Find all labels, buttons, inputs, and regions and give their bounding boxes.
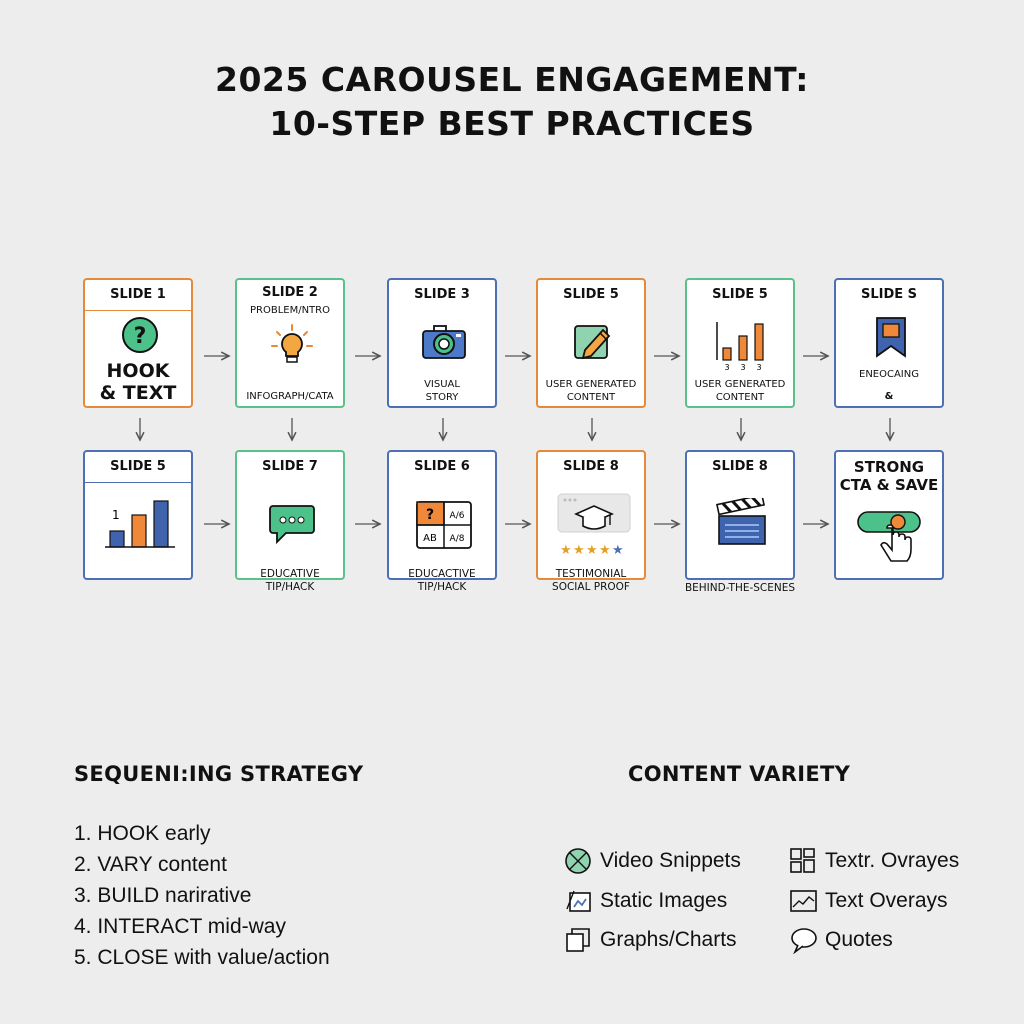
slide-card-label: SLIDE 3 <box>414 287 470 302</box>
variety-item-quotes <box>789 925 893 955</box>
variety-item-text-overlays-1 <box>789 846 959 876</box>
slide-card-label: SLIDE 2 <box>262 285 318 300</box>
chart-tick: 3 <box>740 363 746 370</box>
grid-layout-icon <box>789 847 819 875</box>
graduation-cap-icon <box>554 492 632 558</box>
slide-card-sub: ENEOCAING <box>859 369 919 380</box>
slide-card-4 <box>536 278 646 408</box>
slide-caption-8: EDUCATIVE TIP/HACK <box>260 568 320 593</box>
pencil-edit-icon <box>571 320 615 364</box>
line-chart-icon <box>789 887 819 915</box>
svg-text:AB: AB <box>423 533 437 544</box>
slide-card-1 <box>83 278 193 408</box>
slide-card-12 <box>834 450 944 580</box>
slide-card-label: SLIDE 6 <box>414 459 470 474</box>
camera-icon <box>420 322 468 362</box>
variety-label: Textr. Ovrayes <box>825 849 960 872</box>
slide-card-sub: USER GENERATED CONTENT <box>694 379 786 403</box>
sequencing-steps-list <box>74 818 330 973</box>
slide-card-label: SLIDE 5 <box>712 287 768 302</box>
svg-text:★: ★ <box>560 543 572 558</box>
slide-card-label: SLIDE 5 <box>563 287 619 302</box>
slide-card-7 <box>83 450 193 580</box>
chart-tick: 3 <box>724 363 730 370</box>
star-rating <box>560 543 624 558</box>
static-image-icon <box>564 887 594 915</box>
svg-text:?: ? <box>425 507 435 523</box>
variety-label: Text Overays <box>825 889 948 912</box>
list-item: 4. INTERACT mid-way <box>74 915 286 938</box>
page-title-line-2: 10-STEP BEST PRACTICES <box>269 104 755 143</box>
variety-item-graphs <box>564 925 737 955</box>
slide-caption-10: TESTIMONIAL SOCIAL PROOF <box>552 568 630 593</box>
list-item: 5. CLOSE with value/action <box>74 946 330 969</box>
ab-test-grid-icon <box>415 500 473 550</box>
slide-card-label: SLIDE 8 <box>712 459 768 474</box>
variety-label: Quotes <box>825 928 893 951</box>
svg-text:?: ? <box>133 324 147 349</box>
svg-text:★: ★ <box>612 543 624 558</box>
clapperboard-icon <box>715 498 769 548</box>
slide-card-3 <box>387 278 497 408</box>
stacked-pages-icon <box>564 926 594 954</box>
toggle-tap-icon <box>856 506 926 568</box>
bar-chart-icon <box>105 497 177 553</box>
slide-card-label: SLIDE 5 <box>85 452 191 483</box>
slide-card-6 <box>834 278 944 408</box>
slide-card-sub-2: & <box>884 391 894 402</box>
chart-tick: 3 <box>756 363 762 370</box>
slide-card-11 <box>685 450 795 580</box>
variety-item-static-images <box>564 886 727 916</box>
slide-card-5 <box>685 278 795 408</box>
sequencing-title: SEQUENI:ING STRATEGY <box>74 762 364 786</box>
content-variety-title: CONTENT VARIETY <box>628 762 851 786</box>
slide-card-top-sub: PROBLEM/NTRO <box>249 305 330 316</box>
video-snippet-icon <box>564 847 594 875</box>
slide-card-sub: USER GENERATED CONTENT <box>545 379 637 403</box>
slide-card-9 <box>387 450 497 580</box>
list-item: 2. VARY content <box>74 853 227 876</box>
svg-text:A/6: A/6 <box>449 511 465 521</box>
speech-bubble-icon <box>789 926 819 954</box>
slide-card-label: SLIDE 7 <box>262 459 318 474</box>
bookmark-icon <box>874 316 908 360</box>
slide-card-label: SLIDE S <box>860 287 918 302</box>
slide-card-8 <box>235 450 345 580</box>
page-title-line-1: 2025 CAROUSEL ENGAGEMENT: <box>215 60 809 99</box>
slide-card-10 <box>536 450 646 580</box>
chat-bubble-icon <box>268 502 316 546</box>
chart-tick: 1 <box>112 508 120 522</box>
question-circle-icon <box>120 315 160 355</box>
svg-text:★: ★ <box>599 543 611 558</box>
variety-item-text-overlays-2 <box>789 886 948 916</box>
variety-item-video <box>564 846 741 876</box>
bar-chart-icon <box>711 318 773 370</box>
list-item: 1. HOOK early <box>74 822 211 845</box>
slide-card-sub: VISUAL STORY <box>424 379 460 403</box>
variety-label: Static Images <box>600 889 728 912</box>
svg-text:★: ★ <box>586 543 598 558</box>
slide-card-big-text: STRONG CTA & SAVE <box>839 458 939 494</box>
slide-caption-11: BEHIND-THE-SCENES <box>684 582 796 594</box>
svg-text:★: ★ <box>573 543 585 558</box>
list-item: 3. BUILD narirative <box>74 884 252 907</box>
slide-card-big-text: HOOK & TEXT <box>99 360 177 404</box>
slide-card-2 <box>235 278 345 408</box>
slide-caption-9: EDUCACTIVE TIP/HACK <box>408 568 476 593</box>
slide-card-sub: INFOGRAPH/CATA <box>246 391 334 402</box>
slide-card-label: SLIDE 8 <box>563 459 619 474</box>
svg-text:A/8: A/8 <box>449 534 465 544</box>
variety-label: Video Snippets <box>600 849 741 872</box>
variety-label: Graphs/Charts <box>600 928 737 951</box>
lightbulb-icon <box>269 322 315 368</box>
slide-card-label: SLIDE 1 <box>85 280 191 311</box>
